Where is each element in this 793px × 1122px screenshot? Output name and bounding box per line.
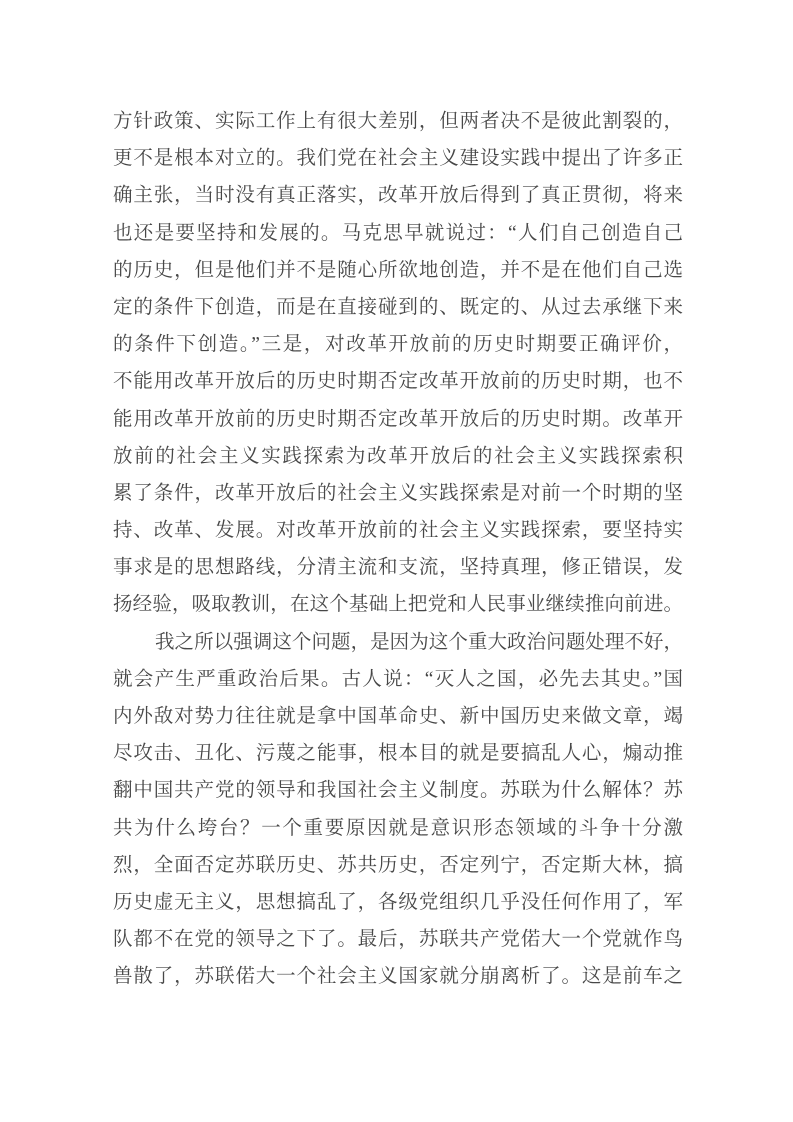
document-text-block	[113, 103, 683, 996]
text-line: 就会产生严重政治后果。古人说：“灭人之国，必先去其史。”国	[113, 668, 683, 690]
text-line: 的历史，但是他们并不是随心所欲地创造，并不是在他们自己选	[113, 259, 683, 281]
text-line: 烈，全面否定苏联历史、苏共历史，否定列宁，否定斯大林，搞	[113, 854, 683, 876]
text-line: 也还是要坚持和发展的。马克思早就说过：“人们自己创造自己	[113, 222, 683, 244]
text-line: 历史虚无主义，思想搞乱了，各级党组织几乎没任何作用了，军	[113, 891, 683, 913]
text-line: 队都不在党的领导之下了。最后，苏联共产党偌大一个党就作鸟	[113, 929, 683, 951]
text-line: 能用改革开放前的历史时期否定改革开放后的历史时期。改革开	[113, 408, 683, 430]
text-line: 定的条件下创造，而是在直接碰到的、既定的、从过去承继下来	[113, 296, 683, 318]
text-line: 共为什么垮台？一个重要原因就是意识形态领域的斗争十分激	[113, 817, 683, 839]
text-line: 尽攻击、丑化、污蔑之能事，根本目的就是要搞乱人心，煽动推	[113, 743, 683, 765]
text-line: 不能用改革开放后的历史时期否定改革开放前的历史时期，也不	[113, 371, 683, 393]
text-line: 方针政策、实际工作上有很大差别，但两者决不是彼此割裂的，	[113, 111, 683, 132]
text-line: 翻中国共产党的领导和我国社会主义制度。苏联为什么解体？苏	[113, 780, 683, 802]
text-line: 我之所以强调这个问题，是因为这个重大政治问题处理不好，	[155, 631, 683, 653]
text-line: 的条件下创造。”三是，对改革开放前的历史时期要正确评价，	[113, 334, 683, 356]
paragraph	[113, 624, 683, 996]
text-line: 内外敌对势力往往就是拿中国革命史、新中国历史来做文章，竭	[113, 706, 683, 727]
text-line: 确主张，当时没有真正落实，改革开放后得到了真正贯彻，将来	[113, 185, 683, 207]
text-line: 累了条件，改革开放后的社会主义实践探索是对前一个时期的坚	[113, 482, 683, 504]
paragraph	[113, 103, 683, 624]
text-line: 事求是的思想路线，分清主流和支流，坚持真理，修正错误，发	[113, 557, 683, 579]
text-line: 兽散了，苏联偌大一个社会主义国家就分崩离析了。这是前车之	[113, 966, 683, 988]
text-line: 放前的社会主义实践探索为改革开放后的社会主义实践探索积	[113, 445, 683, 467]
text-line: 扬经验，吸取教训，在这个基础上把党和人民事业继续推向前进。	[113, 594, 683, 616]
text-line: 持、改革、发展。对改革开放前的社会主义实践探索，要坚持实	[113, 520, 683, 542]
text-line: 更不是根本对立的。我们党在社会主义建设实践中提出了许多正	[113, 148, 683, 170]
